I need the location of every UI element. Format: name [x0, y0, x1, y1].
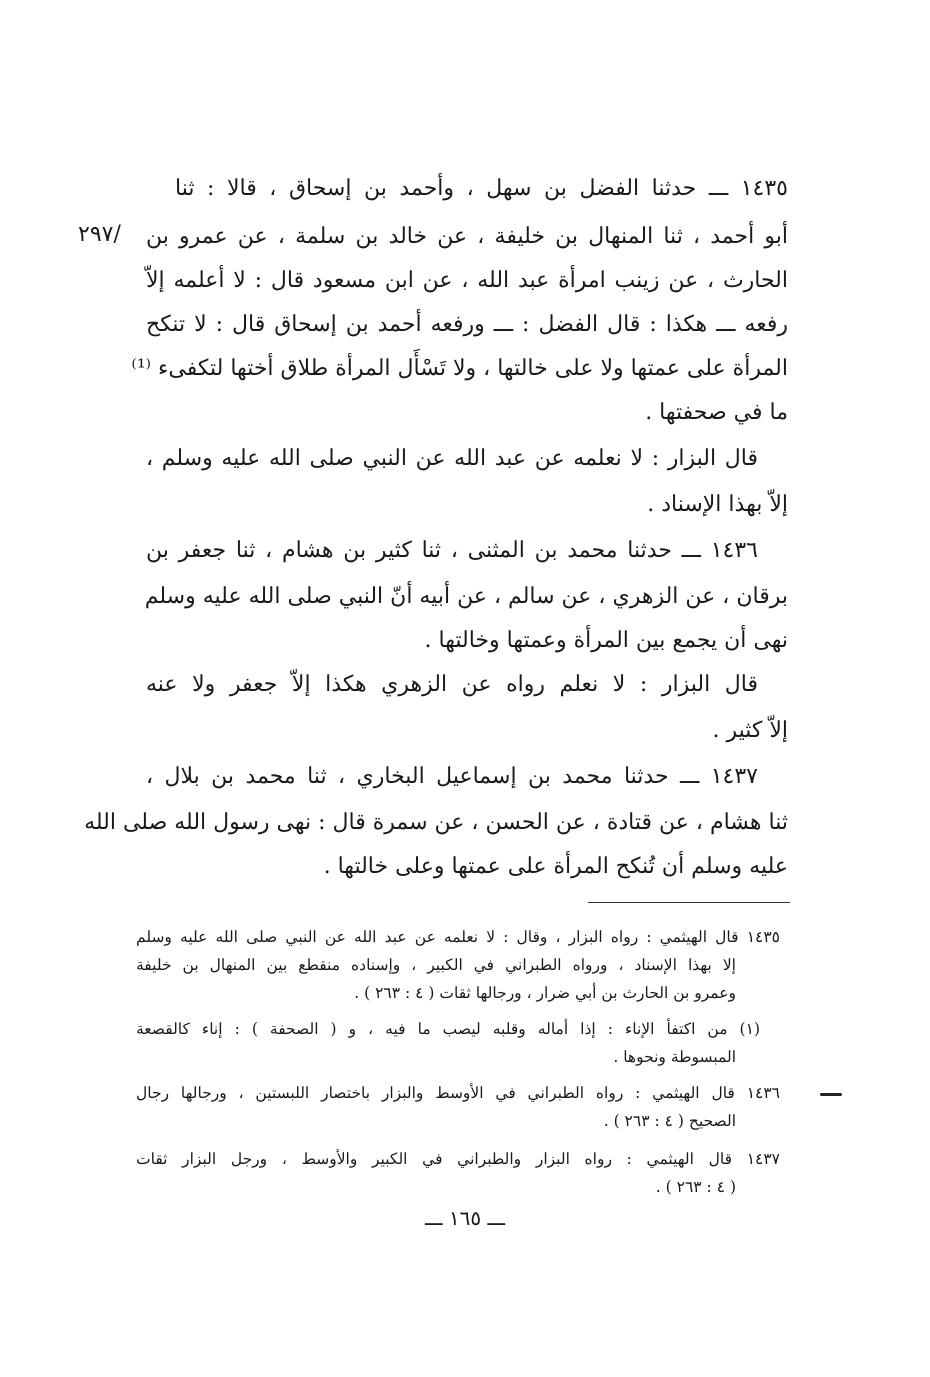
footnote-line: إلا بهذا الإسناد ، ورواه الطبراني في الكبير ، وإسناده منقطع بين المنهال بن خليفة [136, 956, 736, 974]
page-number: ـــ ١٦٥ ـــ [424, 1206, 506, 1230]
body-line: المرأة على عمتها ولا على خالتها ، ولا تَسْأَل المرأة طلاق أختها لتكفىء ⁽¹⁾ [131, 356, 788, 381]
body-line: نهى أن يجمع بين المرأة وعمتها وخالتها . [424, 628, 788, 653]
footnote-line: ١٤٣٥ قال الهيثمي : رواه البزار ، وقال : لا نعلمه عن عبد الله عن النبي صلى الله عليه وسلم [136, 928, 780, 946]
body-line: أبو أحمد ، ثنا المنهال بن خليفة ، عن خالد بن سلمة ، عن عمرو بن [146, 224, 788, 249]
body-line: ما في صحفتها . [645, 400, 788, 425]
footnote-line: ١٤٣٦ قال الهيثمي : رواه الطبراني في الأوسط والبزار باختصار اللبستين ، ورجالها رجال [136, 1084, 780, 1102]
footnote-separator [588, 902, 790, 903]
footnote-line: ١٤٣٧ قال الهيثمي : رواه البزار والطبراني في الكبير والأوسط ، ورجل البزار ثقات [136, 1150, 780, 1168]
scan-mark [820, 1093, 842, 1096]
body-line: عليه وسلم أن تُنكح المرأة على عمتها وعلى خالتها . [323, 854, 788, 879]
footnote-line: الصحيح ( ٤ : ٢٦٣ ) . [603, 1112, 736, 1130]
body-line: الحارث ، عن زينب امرأة عبد الله ، عن ابن مسعود قال : لا أعلمه إلاّ [146, 268, 788, 293]
footnote-line: وعمرو بن الحارث بن أبي ضرار ، ورجالها ثقات ( ٤ : ٢٦٣ ) . [354, 984, 736, 1002]
body-line: برقان ، عن الزهري ، عن سالم ، عن أبيه أنّ النبي صلى الله عليه وسلم [144, 584, 788, 609]
margin-page-reference: ٢٩٧/ [78, 222, 121, 247]
body-line: قال البزار : لا نعلمه عن عبد الله عن النبي صلى الله عليه وسلم ، [146, 446, 758, 471]
body-line: إلاّ كثير . [712, 718, 788, 743]
body-line: ثنا هشام ، عن قتادة ، عن الحسن ، عن سمرة قال : نهى رسول الله صلى الله [84, 810, 788, 835]
body-line: ١٤٣٧ ـــ حدثنا محمد بن إسماعيل البخاري ، ثنا محمد بن بلال ، [146, 764, 758, 789]
footnote-line: ( ٤ : ٢٦٣ ) . [655, 1178, 736, 1196]
body-line: رفعه ـــ هكذا : قال الفضل : ـــ ورفعه أحمد بن إسحاق قال : لا تنكح [146, 312, 788, 337]
body-line: إلاّ بهذا الإسناد . [647, 492, 788, 517]
footnote-line: (١) من اكتفأ الإناء : إذا أماله وقلبه ليصب ما فيه ، و ( الصحفة ) : إناء كالقصعة [136, 1020, 760, 1038]
body-line: ١٤٣٥ ـــ حدثنا الفضل بن سهل ، وأحمد بن إسحاق ، قالا : ثنا [175, 176, 788, 201]
body-line: قال البزار : لا نعلم رواه عن الزهري هكذا إلاّ جعفر ولا عنه [146, 672, 758, 697]
footnote-line: المبسوطة ونحوها . [613, 1048, 736, 1066]
body-line: ١٤٣٦ ـــ حدثنا محمد بن المثنى ، ثنا كثير بن هشام ، ثنا جعفر بن [146, 538, 758, 563]
